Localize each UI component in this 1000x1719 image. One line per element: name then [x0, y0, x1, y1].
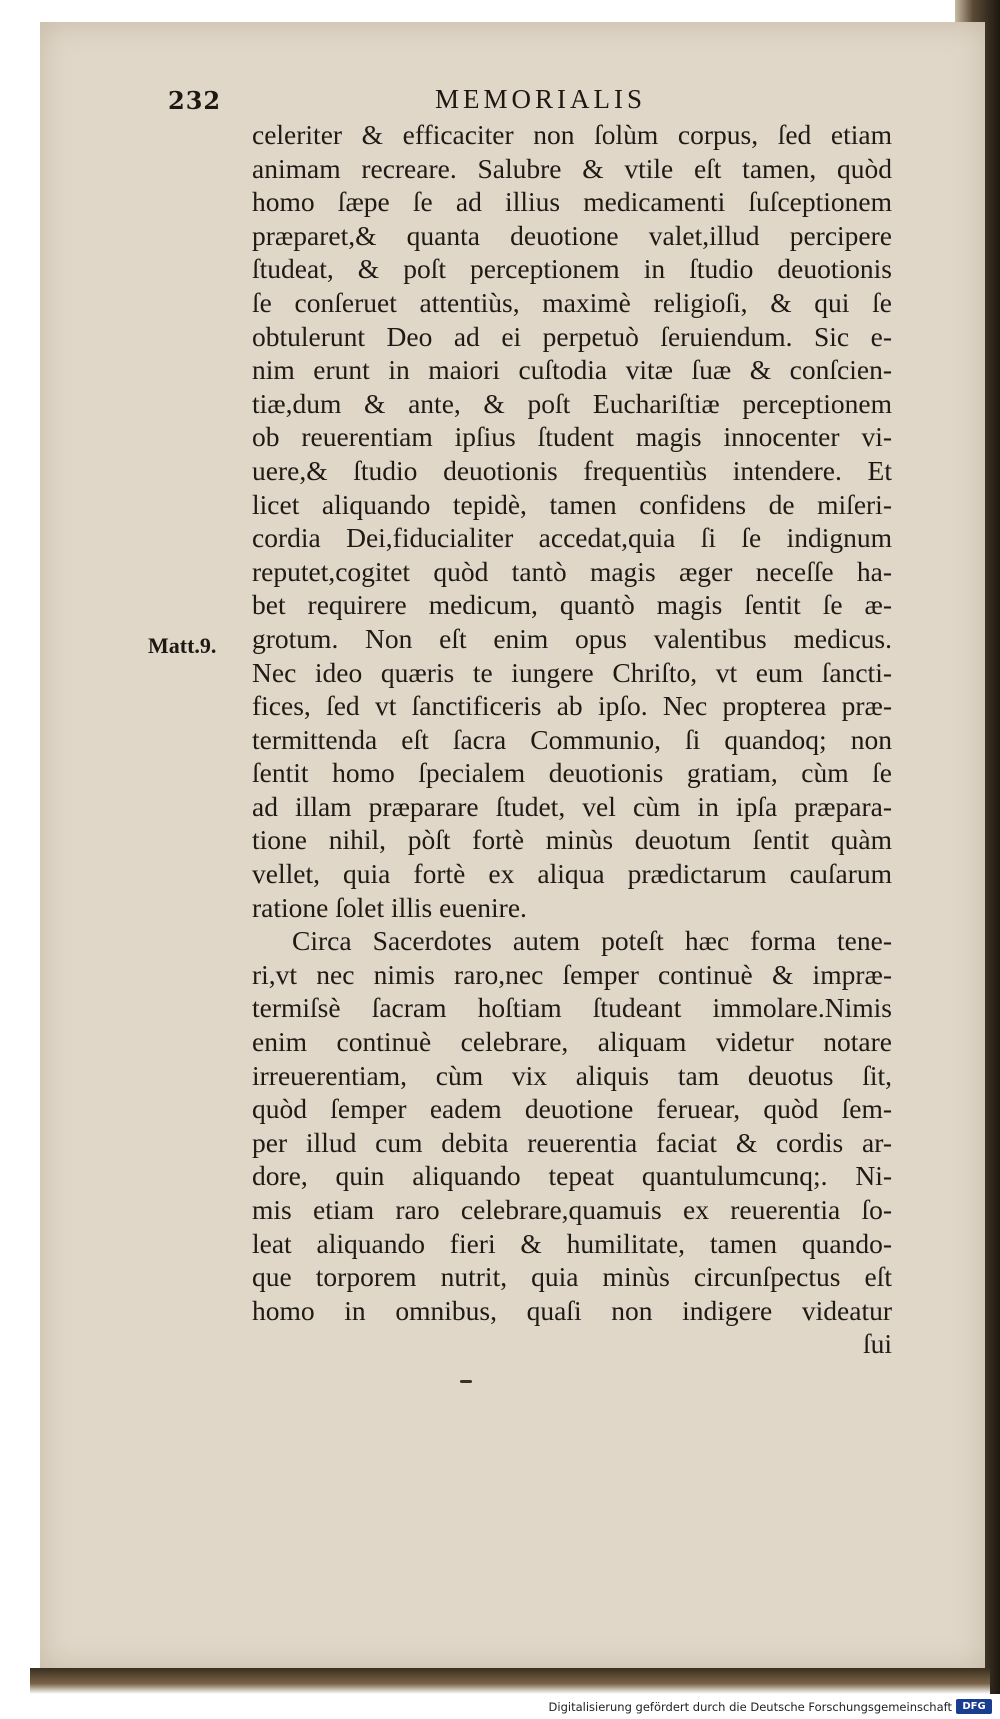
- text-line: homo ſæpe ſe ad illius medicamenti ſuſceptionem: [252, 186, 892, 218]
- text-line: fices, ſed vt ſanctificeris ab ipſo. Nec propterea præ-: [252, 690, 892, 722]
- funding-notice: Digitalisierung gefördert durch die Deutsche Forschungsgemeinschaft: [548, 1700, 952, 1714]
- page-number: 232: [168, 86, 222, 115]
- text-line: ratione ſolet illis euenire.: [252, 891, 527, 923]
- text-line: tiæ,dum & ante, & poſt Euchariſtiæ perceptionem: [252, 387, 892, 419]
- text-line: præparet,& quanta deuotione valet,illud percipere: [252, 219, 892, 251]
- text-line: dore, quin aliquando tepeat quantulumcunq;. Ni-: [252, 1160, 892, 1192]
- text-line: reputet,cogitet quòd tantò magis æger neceſſe ha-: [252, 555, 892, 587]
- text-line: que torporem nutrit, quia minùs circunſpectus eſt: [252, 1261, 892, 1293]
- dfg-logo-icon: DFG: [956, 1699, 992, 1714]
- text-line: homo in omnibus, quaſi non indigere videatur: [252, 1294, 892, 1326]
- text-line: cordia Dei,fiducialiter accedat,quia ſi ſe indignum: [252, 522, 892, 554]
- text-line: termiſsè ſacram hoſtiam ſtudeant immolare.Nimis: [252, 992, 892, 1024]
- text-line: termittenda eſt ſacra Communio, ſi quandoq; non: [252, 723, 892, 755]
- text-line: ri,vt nec nimis raro,nec ſemper continuè & impræ-: [252, 958, 892, 990]
- text-line: grotum. Non eſt enim opus valentibus medicus.: [252, 622, 892, 654]
- text-line: vellet, quia fortè ex aliqua prædictarum cauſarum: [252, 858, 892, 890]
- text-line: ad illam præparare ſtudet, vel cùm in ipſa præpara-: [252, 790, 892, 822]
- text-line: animam recreare. Salubre & vtile eſt tamen, quòd: [252, 152, 892, 184]
- text-line: tione nihil, pòſt fortè minùs deuotum ſentit quàm: [252, 824, 892, 856]
- text-line: celeriter & efficaciter non ſolùm corpus, ſed etiam: [252, 119, 892, 150]
- running-title: MEMORIALIS: [435, 84, 647, 114]
- text-line: nim erunt in maiori cuſtodia vitæ ſuæ & conſcien-: [252, 354, 892, 386]
- text-line: bet requirere medicum, quantò magis ſentit ſe æ-: [252, 589, 892, 621]
- text-line: uere,& ſtudio deuotionis frequentiùs intendere. Et: [252, 454, 892, 486]
- body-text: [252, 118, 892, 1361]
- text-line: licet aliquando tepidè, tamen confidens de miſeri-: [252, 488, 892, 520]
- text-line: irreuerentiam, cùm vix aliquis tam deuotus ſit,: [252, 1059, 892, 1091]
- text-line: obtulerunt Deo ad ei perpetuò ſeruiendum. Sic e-: [252, 320, 892, 352]
- text-line: ob reuerentiam ipſius ſtudent magis innocenter vi-: [252, 421, 892, 453]
- text-line: Circa Sacerdotes autem poteſt hæc forma tene-: [292, 925, 892, 957]
- text-line: per illud cum debita reuerentia faciat & cordis ar-: [252, 1126, 892, 1158]
- catchword: ſui: [862, 1328, 892, 1360]
- margin-note: Matt.9.: [148, 633, 217, 658]
- page-bottom-edge: [30, 1668, 990, 1694]
- text-line: ſtudeat, & poſt perceptionem in ſtudio deuotionis: [252, 253, 892, 285]
- text-line: ſentit homo ſpecialem deuotionis gratiam, cùm ſe: [252, 757, 892, 789]
- text-line: enim continuè celebrare, aliquam videtur notare: [252, 1026, 892, 1058]
- ink-mark: [460, 1380, 472, 1383]
- text-line: leat aliquando fieri & humilitate, tamen quando-: [252, 1227, 892, 1259]
- text-line: quòd ſemper eadem deuotione feruear, quòd ſem-: [252, 1093, 892, 1125]
- text-line: ſe conſeruet attentiùs, maximè religioſi, & qui ſe: [252, 286, 892, 318]
- text-line: Nec ideo quæris te iungere Chriſto, vt eum ſancti-: [252, 656, 892, 688]
- text-line: mis etiam raro celebrare,quamuis ex reuerentia ſo-: [252, 1194, 892, 1225]
